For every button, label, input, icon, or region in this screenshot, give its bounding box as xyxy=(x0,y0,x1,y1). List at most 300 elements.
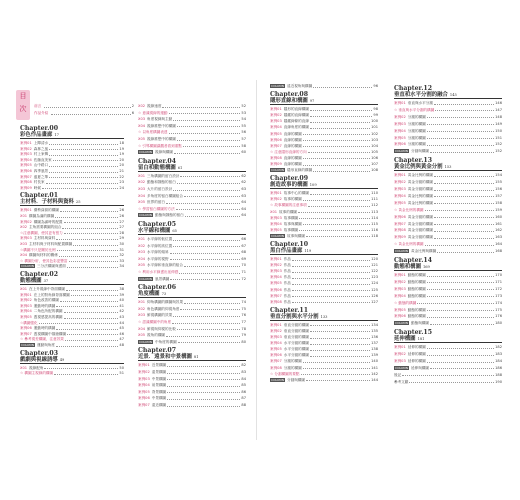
chapter-rule xyxy=(270,320,378,321)
toc-entry xyxy=(394,222,502,226)
chapter-rule xyxy=(20,284,124,285)
toc-entry xyxy=(138,377,246,381)
entry-text: 故事中心的構圖 xyxy=(283,191,309,196)
leader-dots xyxy=(173,314,240,317)
entry-label: 案例09 xyxy=(270,162,282,166)
chapter-title-text: 動態構圖 xyxy=(20,278,42,284)
entry-page: 85 xyxy=(241,383,246,388)
leader-dots xyxy=(427,353,494,356)
entry-label: 案例01 xyxy=(394,273,406,277)
toc-entry xyxy=(138,300,246,304)
entry-text: 動態的構圖 xyxy=(407,307,426,312)
leader-dots xyxy=(292,288,370,291)
entry-label: X01 xyxy=(138,300,146,305)
leader-dots xyxy=(166,201,240,204)
entry-page: 190 xyxy=(495,379,502,384)
entry-page: 64 xyxy=(241,200,246,205)
chapter-page: 73 xyxy=(161,292,167,297)
entry-text: 森林之風 xyxy=(33,146,49,151)
entry-label: X05 xyxy=(138,137,146,141)
toc-entry xyxy=(138,370,246,374)
leader-dots xyxy=(56,327,118,330)
entry-page: 33 xyxy=(119,258,124,263)
entry-text: 分割的構圖 xyxy=(283,359,302,364)
entry-label: 案例08 xyxy=(20,180,32,185)
leader-dots xyxy=(434,229,494,232)
entry-text: 動態的構圖 xyxy=(407,279,426,284)
leader-dots xyxy=(298,210,370,213)
entry-page: 124 xyxy=(371,281,378,286)
entry-text: ☆ 分割構圖的要點 xyxy=(270,371,300,376)
leader-dots xyxy=(167,364,240,367)
entry-label: 案例07 xyxy=(270,143,282,148)
entry-text: 延伸的構圖 xyxy=(407,345,426,350)
entry-page: 53 xyxy=(241,110,246,115)
column-tag: COLUMN xyxy=(21,264,35,269)
toc-entry xyxy=(20,343,124,347)
entry-label: 案例02 xyxy=(20,298,32,303)
entry-page: 168 xyxy=(495,249,502,254)
entry-label: 案例03 xyxy=(20,236,32,241)
leader-dots xyxy=(427,346,494,349)
leader-dots xyxy=(167,371,240,374)
toc-entry xyxy=(138,333,246,337)
entry-label: X02 xyxy=(138,306,146,311)
toc-entry xyxy=(138,200,246,204)
entry-page: 44 xyxy=(119,320,124,325)
leader-dots xyxy=(434,181,494,184)
entry-page: 151 xyxy=(495,135,502,140)
entry-label: X03 xyxy=(138,313,146,318)
toc-entry xyxy=(20,326,124,330)
chapter-title-text: 延伸構圖 xyxy=(394,336,416,343)
toc-entry xyxy=(138,244,246,248)
entry-page: 40 xyxy=(119,298,124,303)
toc-entry xyxy=(20,332,124,336)
leader-dots xyxy=(292,258,370,261)
entry-page: 51 xyxy=(119,371,124,376)
entry-label: 作品介紹 xyxy=(34,111,49,115)
leader-dots xyxy=(417,301,494,304)
entry-text: 時候 xyxy=(33,185,41,190)
entry-label: 案例03 xyxy=(394,286,406,291)
entry-text: 水平分割的構圖 xyxy=(283,347,309,352)
entry-label: 案例08 xyxy=(394,228,406,233)
entry-text: 分割的構圖 xyxy=(407,142,426,147)
entry-label: 案例02 xyxy=(138,370,150,374)
entry-text: ☆ 意識視線的運動 xyxy=(138,110,168,115)
entry-page: 55 xyxy=(241,123,246,128)
toc-entry xyxy=(270,210,378,214)
leader-dots xyxy=(42,186,118,189)
chapter-title-text: 垂直和水平分割的融合 xyxy=(394,92,448,98)
leader-dots xyxy=(173,118,240,121)
toc-entry xyxy=(138,237,246,241)
entry-label: 案例01 xyxy=(20,141,32,145)
entry-page: 174 xyxy=(495,300,502,305)
entry-page: 72 xyxy=(241,276,246,281)
leader-dots xyxy=(167,384,240,387)
leader-dots xyxy=(169,111,241,114)
toc-entry xyxy=(270,269,378,273)
entry-page: 54 xyxy=(241,117,246,122)
entry-label: 案例07 xyxy=(270,359,282,364)
chapter-rule xyxy=(394,98,502,99)
entry-text: ☆構圖強化 xyxy=(20,320,38,325)
entry-page: 77 xyxy=(241,320,246,324)
entry-text: 四季風景 xyxy=(33,169,49,173)
entry-page: 159 xyxy=(495,207,502,212)
toc-entry xyxy=(394,149,502,153)
leader-dots xyxy=(56,304,118,307)
entry-page: 171 xyxy=(495,279,502,284)
toc-entry xyxy=(394,194,502,198)
entry-text: 直線角度的構圖 xyxy=(283,125,309,130)
toc-entry xyxy=(138,340,246,344)
entry-label: X05 xyxy=(138,200,146,205)
entry-page: 101 xyxy=(371,125,378,130)
entry-text: 二角色所配的構圖 xyxy=(33,309,63,314)
entry-label: 案例02 xyxy=(270,113,282,118)
entry-page: 108 xyxy=(371,168,378,173)
entry-label: 案例06 xyxy=(138,396,150,401)
entry-text: 動態和靜態的留白 xyxy=(147,180,176,185)
entry-label: 案例04 xyxy=(270,275,282,280)
toc-entry xyxy=(138,270,246,274)
entry-text: 視線推想中的構圖 xyxy=(147,123,176,128)
entry-text: 優勢資源的構圖 xyxy=(33,208,59,213)
leader-dots xyxy=(292,294,370,297)
entry-text: 運動與角度 xyxy=(37,343,55,347)
leader-dots xyxy=(308,150,370,153)
entry-page: 175 xyxy=(495,307,502,312)
leader-dots xyxy=(184,264,240,267)
entry-text: 故事構圖 xyxy=(283,215,299,220)
entry-label: X01 xyxy=(138,173,146,178)
entry-page: 126 xyxy=(371,293,378,298)
toc-entry xyxy=(138,194,246,198)
leader-dots xyxy=(56,344,118,347)
toc-entry xyxy=(138,403,246,407)
entry-text: ☆ 以角度構圖表達 xyxy=(138,130,168,135)
entry-page: 39 xyxy=(119,292,124,297)
toc-entry xyxy=(394,359,502,363)
entry-text: 動態與構圖 xyxy=(411,321,429,326)
chapter-number: Chapter.11 xyxy=(270,306,309,314)
chapter-title-text: 創造故事的構圖 xyxy=(270,182,308,189)
entry-page: 184 xyxy=(495,359,502,363)
toc-entry xyxy=(20,264,124,268)
toc-entry xyxy=(138,144,246,148)
leader-dots xyxy=(310,342,370,345)
chapter-number: Chapter.09 xyxy=(270,175,309,183)
toc-entry xyxy=(394,142,502,146)
entry-text: 垂直分割的構圖 xyxy=(283,328,309,333)
chapter-rule xyxy=(138,171,246,172)
entry-label: X01 xyxy=(270,209,278,214)
entry-label: X03 xyxy=(20,242,28,246)
entry-page: 70 xyxy=(241,263,246,268)
entry-page: 140 xyxy=(371,359,378,364)
leader-dots xyxy=(427,115,494,118)
toc-entry xyxy=(138,390,246,394)
entry-text: 水平分割的構圖 xyxy=(283,353,309,358)
toc-entry xyxy=(20,225,124,229)
entry-page: 24 xyxy=(119,185,124,190)
chapter-rule xyxy=(138,297,246,298)
entry-text: 運動時的構圖 xyxy=(33,303,56,308)
entry-page: 98 xyxy=(373,107,378,112)
entry-label: 案例05 xyxy=(20,163,32,168)
leader-dots xyxy=(292,270,370,273)
chapter-number: Chapter.06 xyxy=(138,284,177,292)
toc-entry xyxy=(20,169,124,173)
entry-text: 構圖為滿時的配置 xyxy=(33,219,63,224)
leader-dots xyxy=(310,336,370,339)
entry-label: 案例02 xyxy=(20,146,32,151)
chapter-page: 17 xyxy=(54,133,59,137)
entry-label: 案例06 xyxy=(394,314,406,319)
entry-label: 案例05 xyxy=(394,200,406,205)
entry-page: 60 xyxy=(241,150,246,155)
toc-entry xyxy=(20,180,124,184)
entry-page: 52 xyxy=(241,104,246,108)
toc-entry xyxy=(270,119,378,123)
entry-page: 158 xyxy=(495,200,502,205)
entry-text: 動態的構圖 xyxy=(407,286,426,291)
leader-dots xyxy=(303,132,370,135)
entry-page: 43 xyxy=(119,315,124,319)
contents-title-mark xyxy=(16,90,30,120)
entry-text: 山中路口 xyxy=(33,163,49,168)
leader-dots xyxy=(303,198,370,201)
entry-text: 構圖為滿的構圖 xyxy=(29,214,55,218)
entry-text: 分割的構圖 xyxy=(407,114,426,119)
entry-label: 案例02 xyxy=(394,352,406,357)
leader-dots xyxy=(299,216,370,219)
entry-label: 案例04 xyxy=(270,221,282,226)
entry-page: 84 xyxy=(241,376,246,381)
entry-page: 64 xyxy=(241,206,246,211)
entry-text: 水平分割的構圖 xyxy=(283,341,309,346)
toc-entry xyxy=(20,321,124,325)
entry-page: 62 xyxy=(241,180,246,185)
leader-dots xyxy=(427,274,494,277)
entry-text: 主材料與子材料與配置構圖 xyxy=(29,242,73,246)
entry-page: 18 xyxy=(119,141,124,145)
toc-entry xyxy=(394,352,502,356)
chapter-title-text: 黃金比例與黃金分割 xyxy=(394,164,443,171)
toc-entry xyxy=(20,304,124,308)
toc-entry xyxy=(270,222,378,226)
leader-dots xyxy=(44,105,131,108)
entry-label: 案例03 xyxy=(270,119,282,124)
column-tag: COLUMN xyxy=(271,377,285,382)
toc-entry xyxy=(270,263,378,267)
toc-entry xyxy=(138,213,246,217)
entry-text: 水平線的低位置 xyxy=(147,237,173,241)
chapter-title-text: 隱形直線和構圖 xyxy=(270,98,308,105)
entry-page: 160 xyxy=(495,214,502,219)
entry-label: 案例03 xyxy=(270,215,282,220)
leader-dots xyxy=(299,228,370,231)
entry-page: 121 xyxy=(371,263,378,268)
toc-entry xyxy=(270,335,378,339)
toc-entry xyxy=(270,294,378,298)
entry-label: 案例03 xyxy=(394,121,406,126)
entry-page: 69 xyxy=(241,256,246,261)
entry-text: 背景構圖 xyxy=(151,389,167,394)
leader-dots xyxy=(427,294,494,297)
entry-text: ☆ 黃金比例的構圖 xyxy=(394,207,424,212)
entry-label: 案例03 xyxy=(20,303,32,308)
entry-label: 案例02 xyxy=(20,219,32,224)
chapter-page: 133 xyxy=(320,314,328,319)
leader-dots xyxy=(49,170,118,173)
chapter-number: Chapter.14 xyxy=(394,257,433,264)
entry-label: 案例05 xyxy=(394,307,406,312)
entry-page: 45 xyxy=(119,326,124,331)
leader-dots xyxy=(177,138,241,141)
column-tag: COLUMN xyxy=(139,213,153,218)
left-page xyxy=(10,80,257,440)
toc-entry xyxy=(270,162,378,166)
entry-page: 23 xyxy=(119,180,124,185)
toc-entry xyxy=(270,257,378,261)
toc-entry xyxy=(270,113,378,117)
entry-text: ☆ 學習留白構圖的方法 xyxy=(138,206,175,211)
toc-entry xyxy=(394,180,502,184)
leader-dots xyxy=(292,264,370,267)
entry-text: 故事構圖 xyxy=(283,227,299,232)
chapter-title-text: 留白和動態構圖 xyxy=(138,164,176,171)
toc-entry xyxy=(138,320,246,324)
toc-entry xyxy=(394,173,502,177)
leader-dots xyxy=(434,215,494,218)
toc-entry xyxy=(20,158,124,162)
entry-page: 22 xyxy=(119,174,124,179)
entry-text: 視角的構圖 xyxy=(147,333,166,338)
entry-label: 案例04 xyxy=(270,341,282,346)
leader-dots xyxy=(434,222,494,225)
toc-entry xyxy=(138,250,246,254)
entry-text: ☆ 動態的構圖 xyxy=(394,300,417,305)
entry-text: 構圖與材料的關係 xyxy=(29,253,58,258)
chapter-page: 49 xyxy=(59,357,65,362)
toc-entry xyxy=(270,191,378,195)
entry-page: 2 xyxy=(131,104,134,108)
leader-dots xyxy=(49,153,118,156)
entry-page: 154 xyxy=(495,173,502,178)
toc-entry xyxy=(138,187,246,191)
entry-label: 前言 xyxy=(34,104,42,108)
entry-text: 主材料與資料 xyxy=(33,236,56,241)
entry-label: X03 xyxy=(138,187,146,191)
entry-page: 75 xyxy=(241,306,246,311)
entry-label: 案例06 xyxy=(20,169,32,173)
chapter-rule xyxy=(138,360,246,361)
entry-label: 案例07 xyxy=(270,293,282,298)
leader-dots xyxy=(178,340,241,343)
entry-text: 視線配角 xyxy=(29,365,44,370)
toc-entry xyxy=(138,180,246,184)
entry-page: 122 xyxy=(371,269,378,274)
entry-label: 案例06 xyxy=(20,326,32,331)
leader-dots xyxy=(427,129,494,132)
leader-dots xyxy=(67,332,118,335)
entry-text: 後記 xyxy=(394,372,402,377)
entry-page: 137 xyxy=(371,341,378,346)
entry-label: 案例08 xyxy=(270,155,282,160)
toc-entry xyxy=(20,208,124,212)
entry-label: 案例03 xyxy=(394,359,406,363)
entry-text: 角色構圖的仰視角度 xyxy=(147,306,180,311)
entry-page: 152 xyxy=(495,149,502,154)
entry-label: 案例04 xyxy=(394,293,406,298)
entry-page: 125 xyxy=(371,287,378,292)
entry-page: 58 xyxy=(241,143,246,148)
toc-entry xyxy=(394,122,502,126)
leader-dots xyxy=(310,108,373,111)
entry-text: 動態的構圖 xyxy=(407,293,426,298)
chapter-title-text: 垂直分割與水平分割 xyxy=(270,313,319,320)
leader-dots xyxy=(292,300,370,303)
entry-label: 案例06 xyxy=(270,137,282,142)
leader-dots xyxy=(59,254,119,257)
entry-text: 黃金分割的構圖 xyxy=(407,228,433,233)
entry-text: 分割與構圖 xyxy=(287,377,305,382)
entry-text: ☆ 引導構圖讓觀者看到重點 xyxy=(138,143,182,148)
entry-text: 黃金比例的構圖 xyxy=(407,173,433,178)
column-tag: COLUMN xyxy=(395,365,409,370)
entry-text: 角色改善的構圖 xyxy=(33,298,59,303)
toc-entry xyxy=(270,203,378,207)
leader-dots xyxy=(184,194,240,197)
entry-text: 中景構圖 xyxy=(151,396,167,401)
entry-text: 村上家傳 xyxy=(33,152,49,157)
entry-page: 19 xyxy=(119,152,124,157)
leader-dots xyxy=(64,220,119,223)
entry-page: 82 xyxy=(241,363,246,368)
toc-entry xyxy=(270,144,378,148)
entry-label: 案例05 xyxy=(270,347,282,352)
leader-dots xyxy=(434,194,494,197)
entry-page: 28 xyxy=(119,230,124,235)
toc-entry xyxy=(20,163,124,167)
chapter-title-text: 角度構圖 xyxy=(138,291,160,298)
entry-page: 114 xyxy=(371,215,378,220)
entry-text: ☆ 構圖主視線的構圖 xyxy=(20,371,54,376)
entry-label: 案例01 xyxy=(20,292,32,297)
toc-entry xyxy=(270,197,378,201)
leader-dots xyxy=(53,158,119,161)
entry-text: 盛夏之華 xyxy=(33,174,49,179)
chapter-title-text: 動態和構圖 xyxy=(394,264,421,270)
chapter-number: Chapter.02 xyxy=(20,271,59,278)
leader-dots xyxy=(310,114,373,117)
chapter-title-text: 黑白作品畫廊 xyxy=(270,248,303,254)
chapter-page: 81 xyxy=(193,355,199,360)
entry-page: 172 xyxy=(495,286,502,291)
entry-page: 20 xyxy=(119,163,124,168)
column-tag: COLUMN xyxy=(271,233,285,238)
toc-entry xyxy=(270,138,378,142)
entry-page: 105 xyxy=(371,149,378,154)
entry-page: 30 xyxy=(119,242,124,246)
leader-dots xyxy=(167,390,240,393)
entry-text: 三角構圖的留白設計 xyxy=(147,173,180,178)
toc-entry xyxy=(20,152,124,156)
